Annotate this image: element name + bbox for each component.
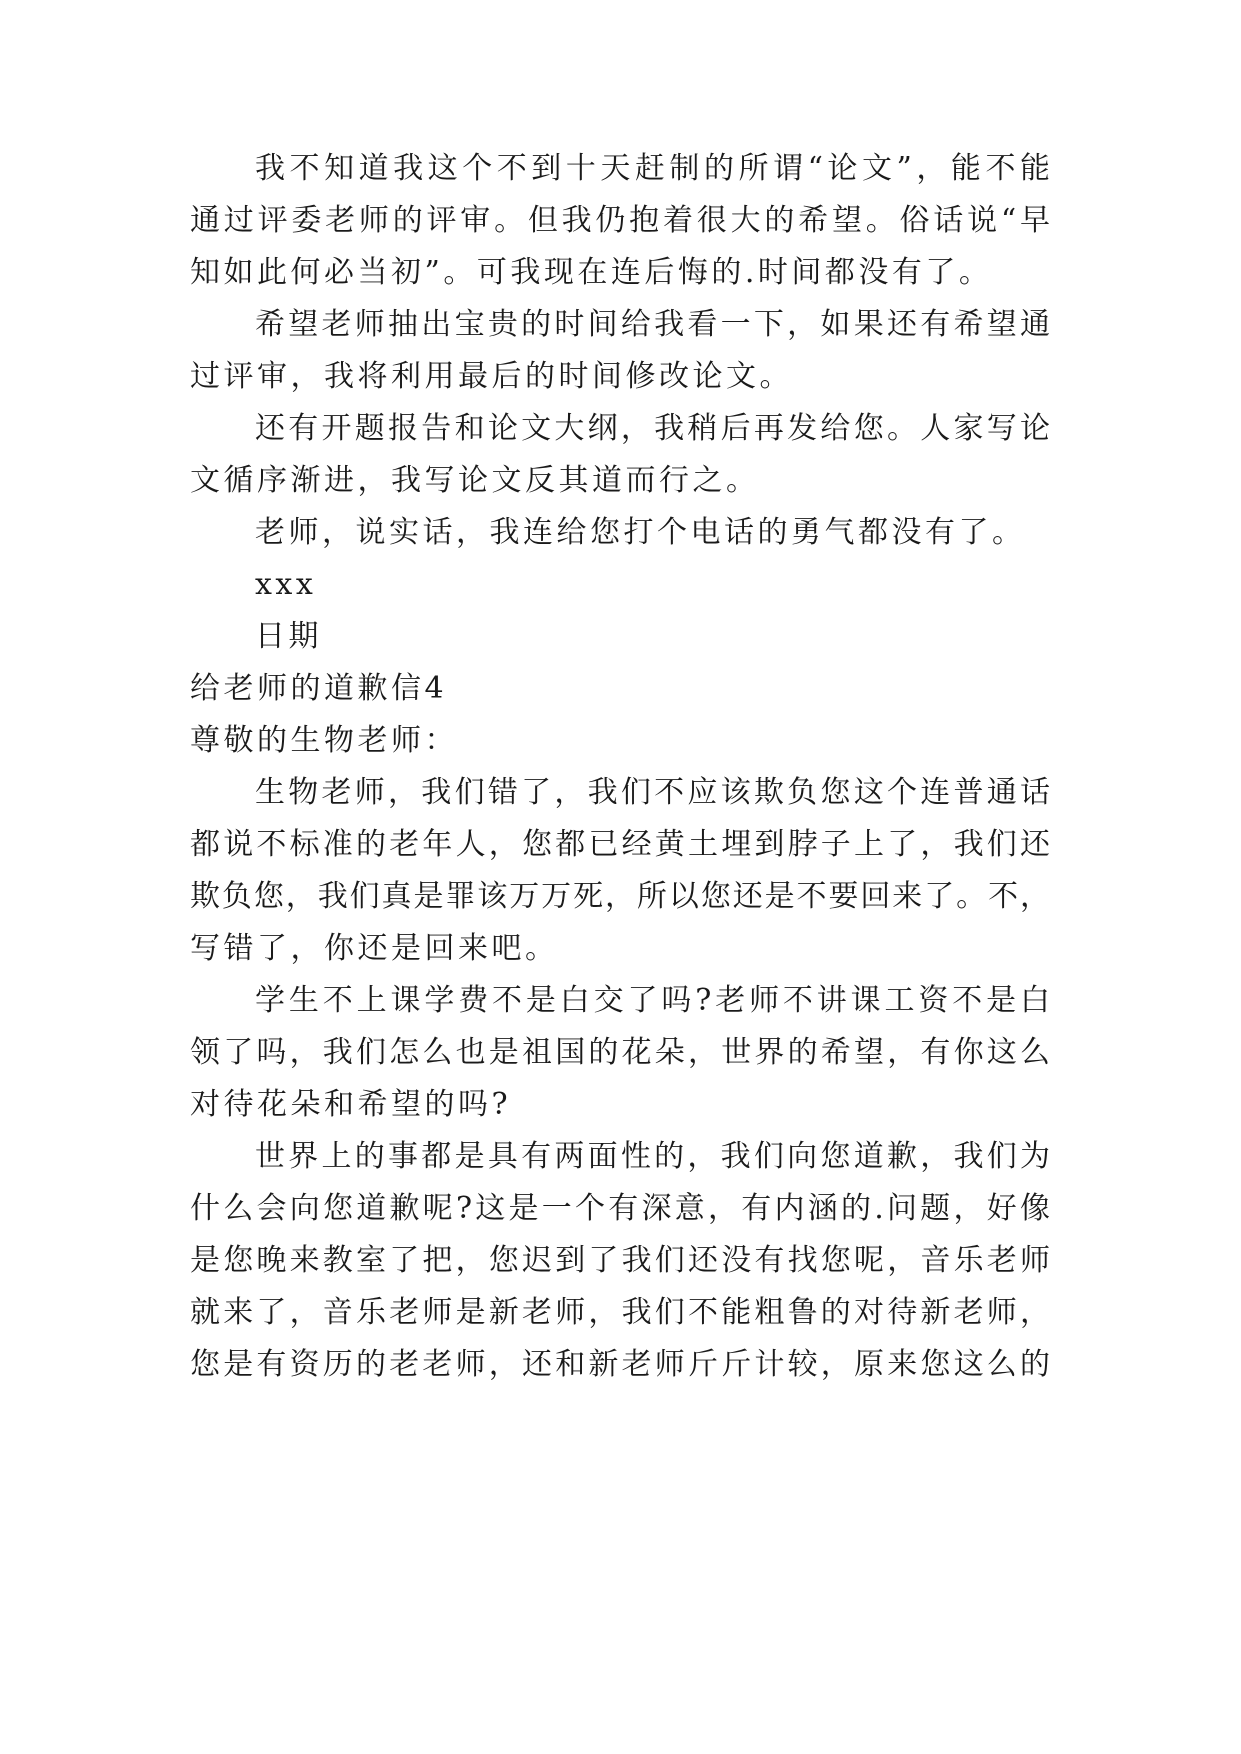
- text-line: 学生不上课学费不是白交了吗?老师不讲课工资不是白: [255, 983, 1050, 1018]
- text-line: 文循序渐进，我写论文反其道而行之。: [190, 463, 760, 498]
- text-line: 过评审，我将利用最后的时间修改论文。: [190, 359, 793, 394]
- signature-date: 日期: [255, 619, 322, 654]
- text-line: 是您晚来教室了把，您迟到了我们还没有找您呢，音乐老师: [190, 1243, 1050, 1278]
- text-line: 希望老师抽出宝贵的时间给我看一下，如果还有希望通: [255, 307, 1050, 342]
- text-line: 知如此何必当初”。可我现在连后悔的.时间都没有了。: [190, 255, 993, 290]
- text-line: 写错了，你还是回来吧。: [190, 931, 559, 966]
- text-line: 您是有资历的老老师，还和新老师斤斤计较，原来您这么的: [190, 1347, 1050, 1382]
- text-line: 老师，说实话，我连给您打个电话的勇气都没有了。: [255, 515, 1026, 550]
- signature-name: xxx: [255, 567, 317, 602]
- text-line: 生物老师，我们错了，我们不应该欺负您这个连普通话: [255, 775, 1050, 810]
- text-line: 通过评委老师的评审。但我仍抱着很大的希望。俗话说“早: [190, 203, 1050, 238]
- section-heading: 给老师的道歉信4: [190, 671, 448, 706]
- text-line: 我不知道我这个不到十天赶制的所谓“论文”，能不能: [255, 151, 1050, 186]
- text-line: 还有开题报告和论文大纲，我稍后再发给您。人家写论: [255, 411, 1050, 446]
- text-line: 都说不标准的老年人，您都已经黄土埋到脖子上了，我们还: [190, 827, 1050, 862]
- text-line: 领了吗，我们怎么也是祖国的花朵，世界的希望，有你这么: [190, 1035, 1050, 1070]
- salutation: 尊敬的生物老师：: [190, 723, 458, 758]
- text-line: 欺负您，我们真是罪该万万死，所以您还是不要回来了。不，: [190, 879, 1050, 914]
- text-line: 世界上的事都是具有两面性的，我们向您道歉，我们为: [255, 1139, 1050, 1174]
- text-line: 就来了，音乐老师是新老师，我们不能粗鲁的对待新老师，: [190, 1295, 1050, 1330]
- text-line: 对待花朵和希望的吗?: [190, 1087, 512, 1122]
- text-line: 什么会向您道歉呢?这是一个有深意，有内涵的.问题，好像: [190, 1191, 1050, 1226]
